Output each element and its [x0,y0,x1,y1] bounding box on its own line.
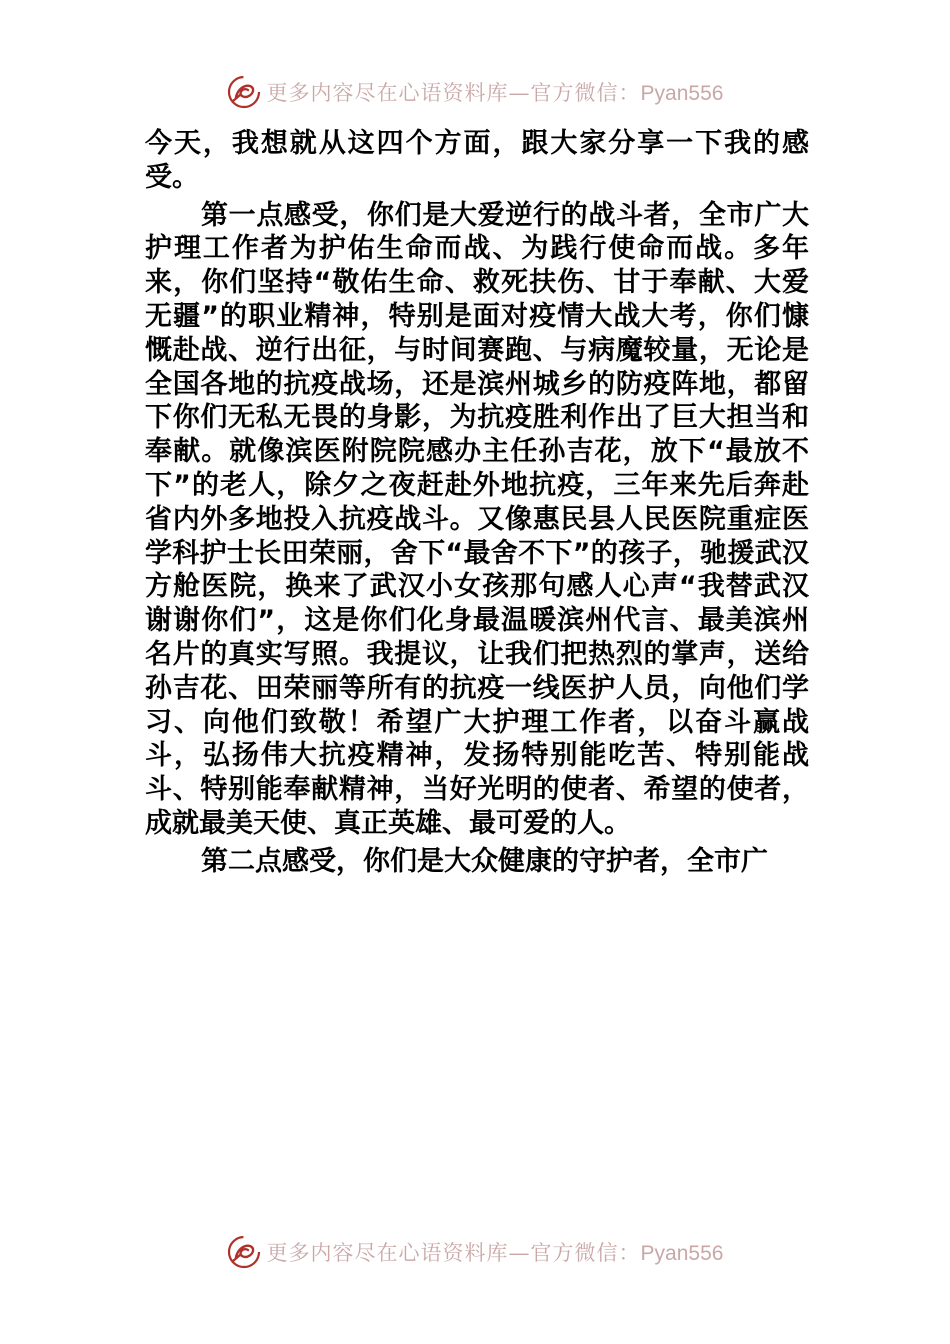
watermark-id: Pyan556 [640,1242,724,1265]
watermark-text: 更多内容尽在心语资料库—官方微信： [266,1241,641,1265]
paragraph: 第一点感受，你们是大爱逆行的战斗者，全市广大护理工作者为护佑生命而战、为践行使命而战。多年来，你们坚持“敬佑生命、救死扶伤、甘于奉献、大爱无疆”的职业精神，特别是面对疫情大战大考，你们慷慨赴战、逆行出征，与时间赛跑、与病魔较量，无论是全国各地的抗疫战场，还是滨州城乡的防疫阵地，都留下你们无私无畏的身影，为抗疫胜利作出了巨大担当和奉献。就像滨医附院院感办主任孙吉花，放下“最放不下”的老人，除夕之夜赶赴外地抗疫，三年来先后奔赴省内外多地投入抗疫战斗。又像惠民县人民医院重症医学科护士长田荣丽，舍下“最舍不下”的孩子，驰援武汉方舱医院，换来了武汉小女孩那句感人心声“我替武汉谢谢你们”，这是你们化身最温暖滨州代言、最美滨州名片的真实写照。我提议，让我们把热烈的掌声，送给孙吉花、田荣丽等所有的抗疫一线医护人员，向他们学习、向他们致敬！希望广大护理工作者，以奋斗赢战斗，弘扬伟大抗疫精神，发扬特别能吃苦、特别能战斗、特别能奉献精神，当好光明的使者、希望的使者，成就最美天使、真正英雄、最可爱的人。 [145,199,809,839]
paragraph: 第二点感受，你们是大众健康的守护者，全市广 [201,845,768,877]
swirl-logo-icon [227,1235,261,1269]
paragraph: 今天，我想就从这四个方面，跟大家分享一下我的感受。 [145,128,809,193]
watermark-id: Pyan556 [640,82,724,105]
document-body [145,127,809,879]
watermark-text: 更多内容尽在心语资料库—官方微信： [266,81,641,105]
header-watermark [0,72,950,112]
footer-watermark [0,1232,950,1272]
swirl-logo-icon [227,75,261,109]
